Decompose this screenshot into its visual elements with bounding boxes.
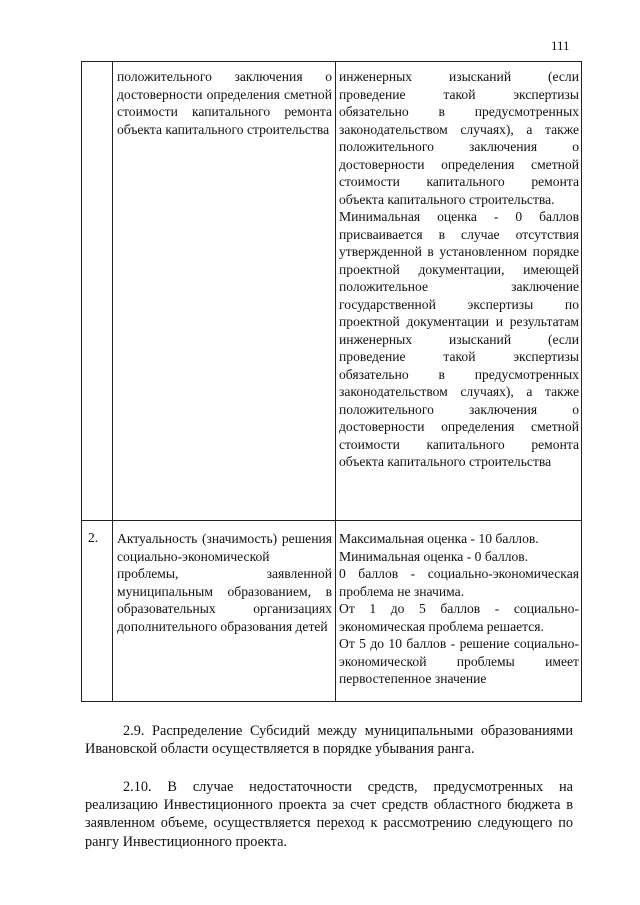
row-number-cell [82, 62, 113, 521]
paragraph-2-9 [85, 722, 573, 758]
criterion-text: Актуальность (значимость) решения социально-экономической проблемы, заявленной муниципальным образованием, в образовательных организациях дополнительного образования детей [117, 531, 332, 634]
evaluation-line: 0 баллов - социально-экономическая проблема не значима. [339, 566, 579, 599]
evaluation-line: Максимальная оценка - 10 баллов. [339, 531, 539, 546]
evaluation-line: От 1 до 5 баллов - социально-экономическая проблема решается. [339, 601, 579, 634]
criterion-cell [113, 521, 336, 702]
row-number [82, 62, 112, 71]
row-number: 2. [88, 530, 99, 545]
evaluation-line: От 5 до 10 баллов - решение социально-экономической проблемы имеет первостепенное значение [339, 636, 579, 686]
criteria-table [81, 61, 582, 702]
table-row [82, 62, 582, 521]
paragraph-2-10 [85, 778, 573, 851]
evaluation-cell [336, 62, 582, 521]
paragraph-text: 2.10. В случае недостаточности средств, предусмотренных на реализацию Инвестиционного проекта за счет средств областного бюджета в заявленном объеме, осуществляется переход к рассмотрению следующего по рангу Инвестиционного проекта. [85, 779, 573, 850]
table-row [82, 521, 582, 702]
paragraph-text: 2.9. Распределение Субсидий между муниципальными образованиями Ивановской области осуществляется в порядке убывания ранга. [85, 723, 573, 758]
row-number-cell [82, 521, 113, 702]
evaluation-text: инженерных изысканий (если проведение такой экспертизы обязательно в предусмотренных законодательством случаях), а также положительного заключения о достоверности определения сметной стоимости капитального ремонта объекта капитального строительства. [339, 69, 579, 207]
criterion-cell [113, 62, 336, 521]
criterion-text: положительного заключения о достоверности определения сметной стоимости капитального ремонта объекта капитального строительства [117, 69, 332, 137]
evaluation-cell [336, 521, 582, 702]
page-number: 111 [551, 38, 570, 53]
evaluation-text: Минимальная оценка - 0 баллов присваивается в случае отсутствия утвержденной в установленном порядке проектной документации, имеющей положительное заключение государственной экспертизы по проектной документации и результатам инженерных изысканий (если проведение такой экспертизы обязательно в предусмотренных законодательством случаях), а также положительного заключения о достоверности определения сметной стоимости капитального ремонта объекта капитального строительства [339, 209, 579, 469]
evaluation-line: Минимальная оценка - 0 баллов. [339, 548, 529, 564]
